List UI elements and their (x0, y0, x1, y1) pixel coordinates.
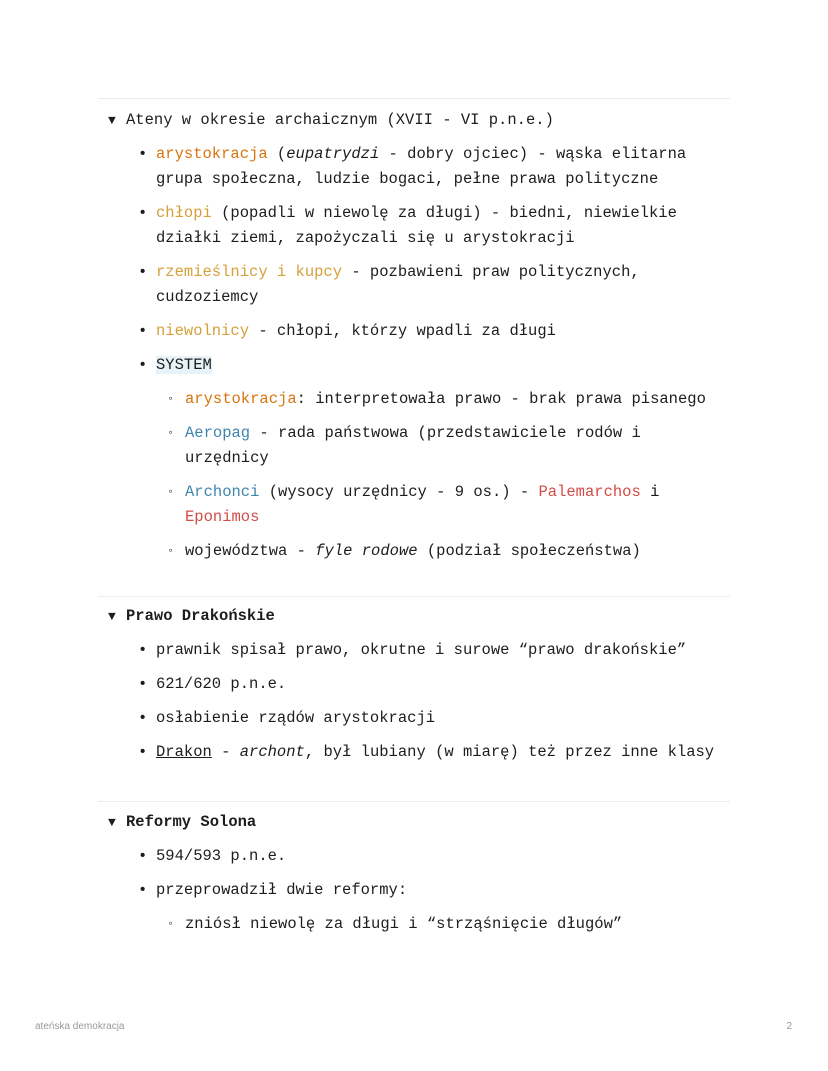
text: - (211, 743, 240, 761)
bullet-icon: • (138, 847, 148, 865)
italic-term: eupatrydzi (286, 145, 380, 163)
list-item (108, 638, 728, 663)
text: : interpretowała prawo - brak prawa pisanego (296, 390, 706, 408)
circle-bullet-icon: ◦ (167, 485, 175, 499)
bullet-icon: • (138, 641, 148, 659)
text: ( (267, 145, 287, 163)
italic-term: archont (239, 743, 305, 761)
term: Archonci (185, 483, 260, 501)
toggle-triangle-icon[interactable]: ▼ (108, 113, 116, 128)
term: Aeropag (185, 424, 251, 442)
term: Palemarchos (538, 483, 641, 501)
bullet-icon: • (138, 204, 148, 222)
circle-bullet-icon: ◦ (167, 426, 175, 440)
list-item (108, 878, 728, 937)
footer-title: ateńska demokracja (35, 1021, 125, 1032)
term: rzemieślnicy i kupcy (156, 263, 343, 281)
divider (98, 801, 730, 802)
list-item (108, 201, 728, 251)
circle-bullet-icon: ◦ (167, 544, 175, 558)
circle-bullet-icon: ◦ (167, 917, 175, 931)
text: przeprowadził dwie reformy: (156, 881, 408, 899)
list-item (108, 740, 728, 765)
bullet-icon: • (138, 145, 148, 163)
text: 621/620 p.n.e. (156, 675, 287, 693)
highlighted-term: SYSTEM (156, 356, 212, 374)
bullet-icon: • (138, 881, 148, 899)
page-number: 2 (786, 1021, 792, 1032)
list-item (108, 260, 728, 310)
heading-text: Ateny w okresie archaicznym (XVII - VI p.n.e.) (126, 111, 554, 129)
text: zniósł niewolę za długi i “strząśnięcie długów” (185, 915, 623, 933)
text: (podział społeczeństwa) (417, 542, 641, 560)
list-item (108, 142, 728, 192)
term: arystokracja (156, 145, 268, 163)
text: - pozbawieni praw politycznych, cudzoziemcy (156, 263, 640, 306)
sub-list-item (108, 387, 728, 412)
list-item (108, 672, 728, 697)
term: arystokracja (185, 390, 297, 408)
list-item (108, 353, 728, 564)
text: - rada państwowa (przedstawiciele rodów i urzędnicy (185, 424, 641, 467)
text: 594/593 p.n.e. (156, 847, 287, 865)
term: Eponimos (185, 508, 260, 526)
bullet-icon: • (138, 356, 148, 374)
text: osłabienie rządów arystokracji (156, 709, 436, 727)
underlined-term: Drakon (156, 743, 212, 761)
list-item (108, 706, 728, 731)
divider (98, 596, 730, 597)
bullet-icon: • (138, 263, 148, 281)
text: prawnik spisał prawo, okrutne i surowe “prawo drakońskie” (156, 641, 687, 659)
sub-list-item (108, 421, 728, 471)
term: niewolnicy (156, 322, 250, 340)
term: chłopi (156, 204, 212, 222)
text: województwa - (185, 542, 316, 560)
list-item (108, 844, 728, 869)
italic-term: fyle rodowe (315, 542, 418, 560)
toggle-heading[interactable] (108, 604, 728, 629)
sub-list-item (108, 912, 728, 937)
text: (wysocy urzędnicy - 9 os.) - (259, 483, 539, 501)
toggle-heading[interactable] (108, 810, 728, 835)
text: , był lubiany (w miarę) też przez inne klasy (304, 743, 715, 761)
toggle-section-ateny (108, 108, 728, 564)
toggle-triangle-icon[interactable]: ▼ (108, 815, 116, 830)
circle-bullet-icon: ◦ (167, 392, 175, 406)
bullet-icon: • (138, 709, 148, 727)
text: - dobry ojciec) - wąska elitarna grupa społeczna, ludzie bogaci, pełne prawa polityczne (156, 145, 687, 188)
text: (popadli w niewolę za długi) - biedni, niewielkie działki ziemi, zapożyczali się u arystokracji (156, 204, 677, 247)
text: i (640, 483, 660, 501)
bullet-icon: • (138, 743, 148, 761)
text: - chłopi, którzy wpadli za długi (249, 322, 556, 340)
toggle-triangle-icon[interactable]: ▼ (108, 609, 116, 624)
list-item (108, 319, 728, 344)
toggle-section-prawo-drakonskie (108, 604, 728, 765)
bullet-icon: • (138, 675, 148, 693)
toggle-section-reformy-solona (108, 810, 728, 937)
divider (98, 98, 730, 99)
sub-list-item (108, 480, 728, 530)
sub-list-item (108, 539, 728, 564)
toggle-heading[interactable] (108, 108, 728, 133)
heading-text: Reformy Solona (126, 813, 257, 831)
heading-text: Prawo Drakońskie (126, 607, 275, 625)
bullet-icon: • (138, 322, 148, 340)
